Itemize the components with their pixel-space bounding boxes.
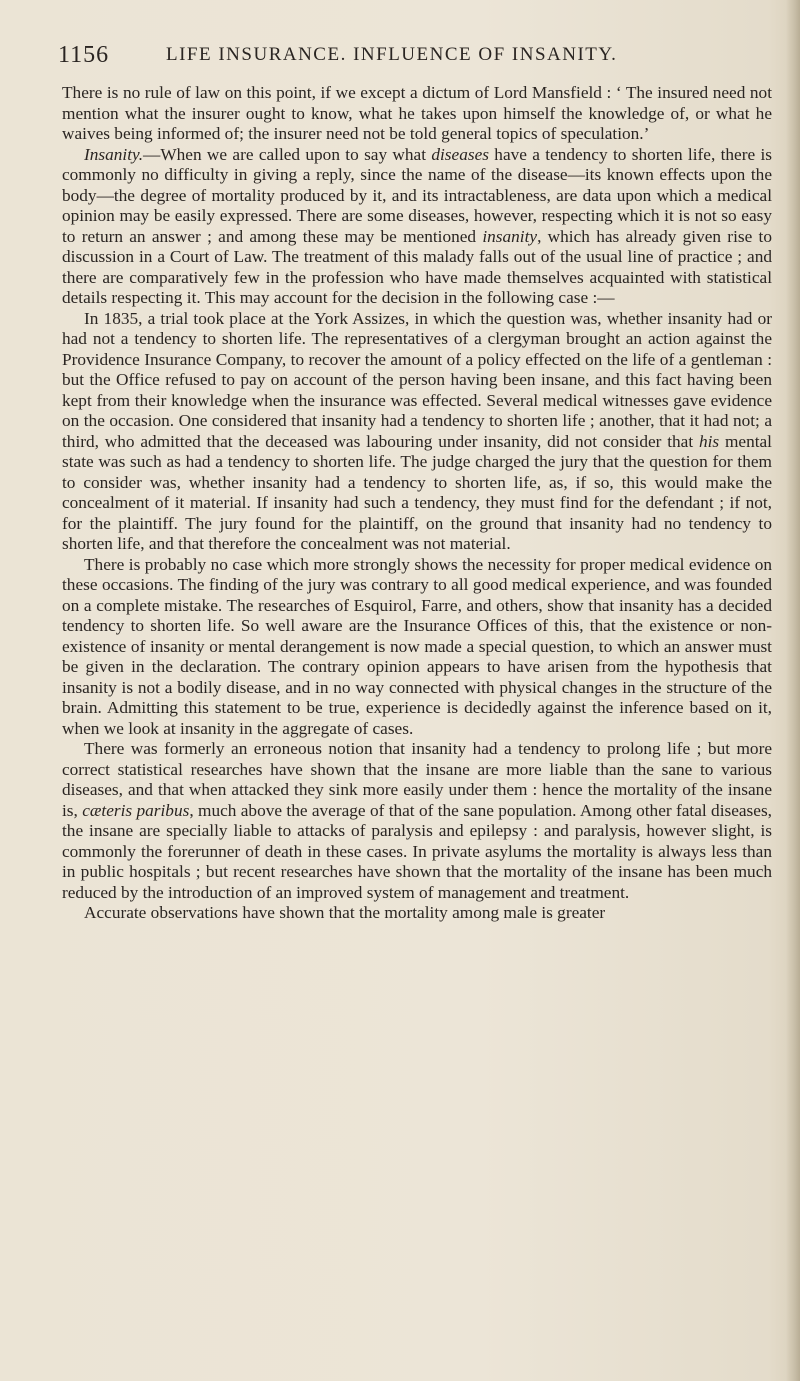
italic-term: cæteris paribus [82,800,190,820]
paragraph [62,739,772,903]
text-run: , which has already given rise to discussion in a Court of Law. The treatment of this malady falls out of the usual line of practice ; and there are comparatively few in the profession who have made themselves acquainted with statistical details respecting it. This may account for the decision in the following case :— [62,226,772,307]
paragraph [62,83,772,145]
text-run: In 1835, a trial took place at the York Assizes, in which the question was, whether insanity had or had not a tendency to shorten life. The representatives of a clergyman brought an action against the Providence Insurance Company, to recover the amount of a policy effected on the life of a gentleman : but the Office refused to pay on account of the person having been insane, and this fact having been kept from their knowledge when the insurance was effected. Several medical witnesses gave evidence on the occasion. One considered that insanity had a tendency to shorten life ; another, that it had not; a third, who admitted that the deceased was labouring under insanity, did not consider that [62,308,772,451]
text-run: , much above the average of that of the sane population. Among other fatal diseases, the insane are specially liable to attacks of paralysis and epilepsy : and paralysis, however slight, is commonly the forerunner of death in these cases. In private asylums the mortality is always less than in public hospitals ; but recent researches have shown that the mortality of the insane has been much reduced by the introduction of an improved system of management and treatment. [62,800,772,902]
text-run: —When we are called upon to say what [143,144,432,164]
italic-term: insanity [482,226,538,246]
page-edge [786,0,800,1381]
running-header [58,40,758,70]
text-run: Accurate observations have shown that the mortality among male is greater [84,903,606,922]
paragraph [62,903,772,924]
italic-heading: Insanity. [84,144,144,164]
paragraph [62,145,772,309]
page-number: 1156 [58,42,110,68]
text-run: There is probably no case which more strongly shows the necessity for proper medical evidence on these occasions. The finding of the jury was contrary to all good medical experience, and was founded on a complete mistake. The researches of Esquirol, Farre, and others, show that insanity has a decided tendency to shorten life. So well aware are the Insurance Offices of this, that the existence or non-existence of insanity or mental derangement is now made a special question, to which an answer must be given in the declaration. The contrary opinion appears to have arisen from the hypothesis that insanity is not a bodily disease, and in no way connected with physical changes in the structure of the brain. Admitting this statement to be true, experience is decidedly against the inference based on it, when we look at insanity in the aggregate of cases. [62,554,772,738]
paragraph [62,555,772,740]
text-run: There is no rule of law on this point, if we except a dictum of Lord Mansfield : ‘ The insured need not mention what the insurer ought to know, what he takes upon himself the knowledge of, or what he waives being informed of; the insurer need not be told general topics of speculation.’ [62,83,772,143]
italic-term: his [698,431,720,451]
text-run: There was formerly an erroneous notion that insanity had a tendency to prolong life ; but more correct statistical researches have shown that the insane are more liable than the sane to various diseases, and that when attacked they sink more easily under them : hence the mortality of the insane is, [62,739,772,820]
body-text [62,83,772,924]
text-run: mental state was such as had a tendency to shorten life. The judge charged the jury that the question for them to consider was, whether insanity had a tendency to shorten life, as, if so, this would make the concealment of it material. If insanity had such a tendency, they must find for the defendant ; if not, for the plaintiff. The jury found for the plaintiff, on the ground that insanity had no tendency to shorten life, and that therefore the concealment was not material. [62,431,772,553]
italic-term: diseases [431,144,489,164]
running-title: LIFE INSURANCE. INFLUENCE OF INSANITY. [166,44,618,65]
paragraph [62,309,772,555]
text-run: have a tendency to shorten life, there is commonly no difficulty in giving a reply, since the name of the disease—its known effects upon the body—the degree of mortality produced by it, and its intractableness, are data upon which a medical opinion may be easily expressed. There are some diseases, however, respecting which it is not so easy to return an answer ; and among these may be mentioned [62,144,772,246]
